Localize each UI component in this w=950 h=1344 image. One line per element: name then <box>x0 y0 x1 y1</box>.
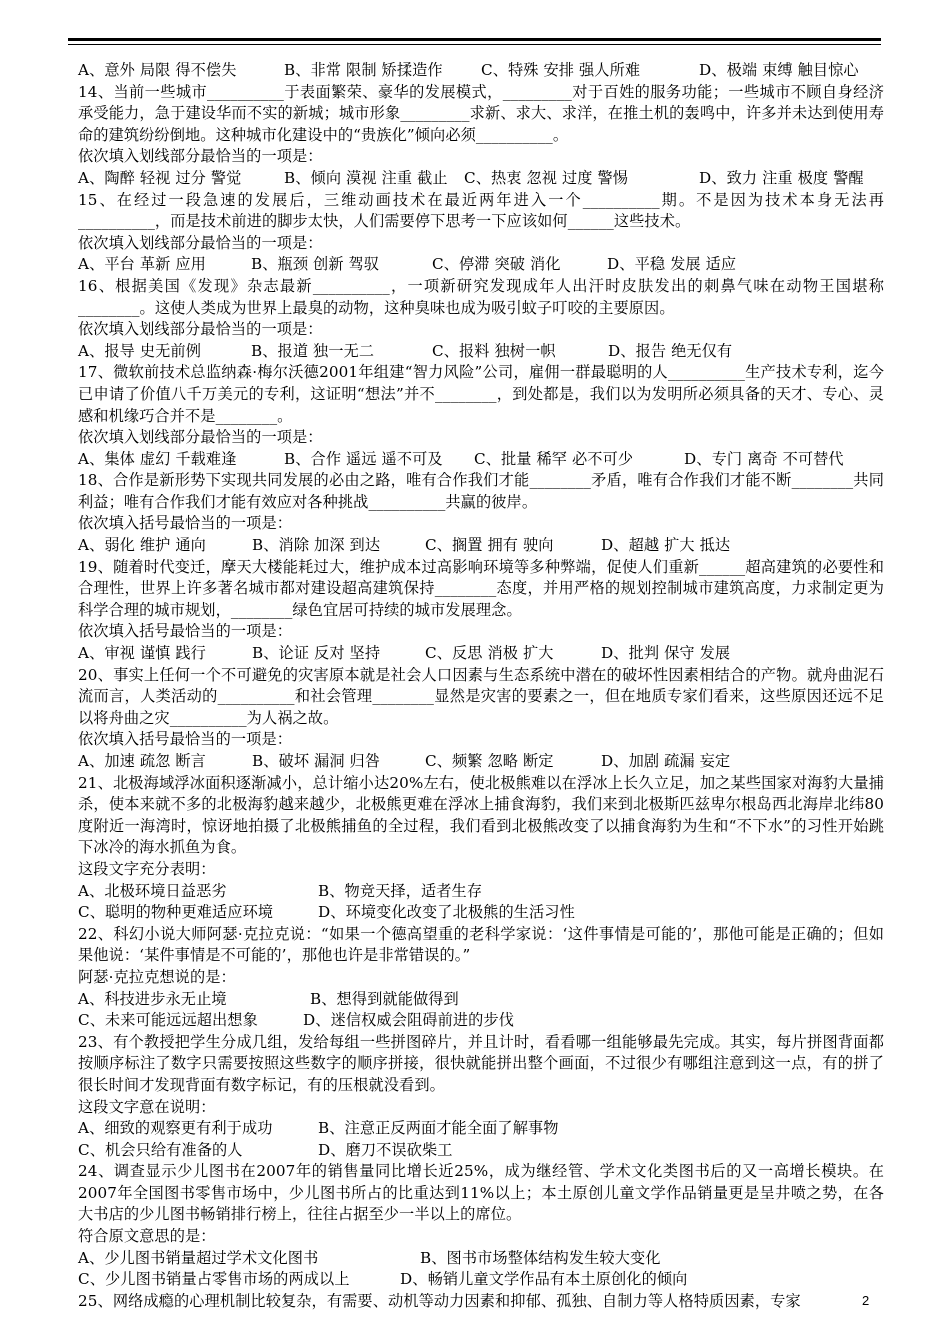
option-b: B、想得到就能做得到 <box>310 989 459 1008</box>
question-21: 21、北极海域浮冰面积逐渐减小，总计缩小达20%左右，使北极熊难以在浮冰上长久立足，加之某些国家对海豹大量捕杀，使本来就不多的北极海豹越来越少，北极熊更难在浮冰上捕食海豹，我们来到北极斯匹兹卑尔根岛西北海岸北纬80度附近一海湾时，惊讶地拍摄了北极熊捕鱼的全过程，我们看到北极熊改变了以捕食海豹为生和“不下水”的习性开始跳下冰冷的海水抓鱼为食。 <box>78 773 885 857</box>
option-c: C、热衷 忽视 过度 警惕 <box>464 168 629 187</box>
option-row <box>78 989 884 1011</box>
option-c: C、批量 稀罕 必不可少 <box>474 449 634 468</box>
option-b: B、报道 独一无二 <box>251 341 375 360</box>
option-c: C、停滞 突破 消化 <box>432 255 561 274</box>
option-a: A、陶醉 轻视 过分 警觉 <box>78 168 242 187</box>
option-b: B、倾向 漠视 注重 截止 <box>284 168 448 187</box>
option-a: A、加速 疏忽 断言 <box>78 752 206 770</box>
option-d: D、畅销儿童文学作品有本土原创化的倾向 <box>400 1270 688 1289</box>
option-d: D、环境变化改变了北极熊的生活习性 <box>318 903 575 922</box>
question-prompt: 依次填入划线部分最恰当的一项是： <box>78 233 323 252</box>
option-a: A、集体 虚幻 千载难逢 <box>78 449 237 468</box>
option-row <box>78 535 884 557</box>
option-d: D、超越 扩大 抵达 <box>601 536 731 555</box>
question-18: 18、合作是新形势下实现共同发展的必由之路，唯有合作我们才能________矛盾，唯有合作我们才能不断________共同利益；唯有合作我们才能有效应对各种挑战__________共赢的彼岸。 <box>78 471 884 511</box>
option-a: A、审视 谨慎 践行 <box>78 644 206 663</box>
question-16: 16、根据美国《发现》杂志最新__________，一项新研究发现成年人出汗时皮肤发出的刺鼻气味在动物王国堪称________。这使人类成为世界上最臭的动物，这种臭味也成为吸引蚊子叮咬的主要原因。 <box>78 276 884 317</box>
option-d: D、平稳 发展 适应 <box>607 255 737 274</box>
question-prompt: 依次填入划线部分最恰当的一项是： <box>78 428 323 447</box>
option-row <box>78 902 884 924</box>
option-c: C、搁置 拥有 驶向 <box>425 536 554 555</box>
option-a: A、细致的观察更有利于成功 <box>78 1119 273 1138</box>
option-c: C、未来可能远远超出想象 <box>78 1011 258 1030</box>
option-b: B、图书市场整体结构发生较大变化 <box>420 1248 661 1267</box>
option-row <box>78 341 884 363</box>
option-a: A、北极环境日益恶劣 <box>78 881 227 900</box>
question-23: 23、有个教授把学生分成几组，发给每组一些拼图碎片，并且计时，看看哪一组能够最先完成。其实，每片拼图背面都按顺序标注了数字只需要按照这些数字的顺序拼接，很快就能拼出整个画面，不过很少有哪组注意到这一点，有的拼了很长时间才发现背面有数字标记，有的压根就没看到。 <box>78 1032 884 1094</box>
option-c: C、机会只给有准备的人 <box>78 1140 243 1159</box>
question-prompt: 这段文字意在说明： <box>78 1097 216 1116</box>
option-row <box>78 1269 884 1291</box>
option-d: D、报告 绝无仅有 <box>608 341 733 360</box>
question-prompt: 依次填入划线部分最恰当的一项是： <box>78 320 323 339</box>
option-a: A、弱化 维护 通向 <box>78 536 206 555</box>
option-b: B、合作 遥远 遥不可及 <box>284 449 443 468</box>
question-prompt: 依次填入括号最恰当的一项是： <box>78 622 293 641</box>
header-rule-thin <box>68 44 881 45</box>
option-a: A、少儿图书销量超过学术文化图书 <box>78 1248 319 1267</box>
option-row <box>78 881 884 903</box>
question-prompt: 依次填入括号最恰当的一项是： <box>78 514 293 533</box>
option-c: C、特殊 安排 强人所难 <box>481 61 641 79</box>
option-row <box>78 751 884 773</box>
option-a: A、报导 史无前例 <box>78 341 202 360</box>
question-14: 14、当前一些城市__________于表面繁荣、豪华的发展模式，_________对于百姓的服务功能；一些城市不顾自身经济承受能力，急于建设华而不实的新城；城市形象_________求新、求大、求洋，在推土机的轰鸣中，许多并未达到使用寿命的建筑纷纷倒地。这种城市化建设中的“贵族化”倾向必须__________。 <box>78 82 884 144</box>
option-row <box>78 643 884 665</box>
option-d: D、加剧 疏漏 妄定 <box>601 752 731 770</box>
question-25: 25、网络成瘾的心理机制比较复杂，有需要、动机等动力因素和抑郁、孤独、自制力等人格特质因素，专家 <box>78 1291 801 1310</box>
option-b: B、论证 反对 坚持 <box>252 644 381 663</box>
option-row <box>78 449 884 471</box>
option-row <box>78 254 884 276</box>
document-body <box>78 60 884 1312</box>
option-a: A、平台 革新 应用 <box>78 255 206 274</box>
option-b: B、消除 加深 到达 <box>252 536 381 555</box>
option-row <box>78 168 884 190</box>
option-c: C、反思 消极 扩大 <box>425 644 554 663</box>
question-prompt: 符合原文意思的是： <box>78 1227 216 1246</box>
question-20: 20、事实上任何一个不可避免的灾害原本就是社会人口因素与生态系统中潜在的破坏性因素相结合的产物。就舟曲泥石流而言，人类活动的__________和社会管理________显然是灾害的要素之一，但在地质专家们看来，这些原因还远不足以将舟曲之灾__________为人祸之故。 <box>78 665 884 727</box>
option-b: B、物竞天择，适者生存 <box>318 881 483 900</box>
option-d: D、极端 束缚 触目惊心 <box>699 61 859 79</box>
option-d: D、批判 保守 发展 <box>601 644 731 663</box>
question-prompt: 依次填入划线部分最恰当的一项是： <box>78 147 323 166</box>
option-a: A、科技进步永无止境 <box>78 989 227 1008</box>
option-c: C、少儿图书销量占零售市场的两成以上 <box>78 1270 350 1289</box>
page-number: 2 <box>862 1293 870 1308</box>
header-rule-thick <box>68 38 881 41</box>
option-row <box>78 60 884 82</box>
option-row <box>78 1118 884 1140</box>
option-c: C、报料 独树一帜 <box>432 341 556 360</box>
option-d: D、专门 离奇 不可替代 <box>684 449 844 468</box>
option-d: D、迷信权威会阻碍前进的步伐 <box>303 1011 515 1030</box>
option-c: C、频繁 忽略 断定 <box>425 752 554 770</box>
option-b: B、瓶颈 创新 驾驭 <box>251 255 380 274</box>
option-c: C、聪明的物种更难适应环境 <box>78 903 274 922</box>
option-b: B、非常 限制 矫揉造作 <box>284 61 443 79</box>
option-d: D、磨刀不误砍柴工 <box>318 1140 453 1159</box>
option-d: D、致力 注重 极度 警醒 <box>699 168 864 187</box>
option-row <box>78 1248 884 1270</box>
option-row <box>78 1140 884 1162</box>
question-19: 19、随着时代变迁，摩天大楼能耗过大，维护成本过高影响环境等多种弊端，促使人们重新______超高建筑的必要性和合理性，世界上许多著名城市都对建设超高建筑保持________态度，并用严格的规划控制城市建筑高度，力求制定更为科学合理的城市规划，________绿色宜居可持续的城市发展理念。 <box>78 557 884 619</box>
option-a: A、意外 局限 得不偿失 <box>78 61 237 79</box>
option-b: B、注意正反两面才能全面了解事物 <box>318 1119 559 1138</box>
question-22: 22、科幻小说大师阿瑟·克拉克说：“如果一个德高望重的老科学家说：‘这件事情是可能的’，那他可能是正确的；但如果他说：‘某件事情是不可能的’，那他也许是非常错误的。” <box>78 924 884 965</box>
question-prompt: 依次填入括号最恰当的一项是： <box>78 730 293 749</box>
option-row <box>78 1010 884 1032</box>
question-17: 17、微软前技术总监纳森·梅尔沃德2001年组建“智力风险”公司，雇佣一群最聪明的人__________生产技术专利，迄今已申请了价值八千万美元的专利，这证明“想法”并不________，到处都是，我们以为发明所必须具备的天才、专心、灵感和机缘巧合并不是________。 <box>78 363 884 425</box>
question-prompt: 这段文字充分表明： <box>78 859 216 878</box>
question-24: 24、调查显示少儿图书在2007年的销售量同比增长近25%，成为继经管、学术文化类图书后的又一高增长模块。在2007年全国图书零售市场中，少儿图书所占的比重达到11%以上；本土原创儿童文学作品销量更是呈井喷之势，在各大书店的少儿图书畅销排行榜上，往往占据至少一半以上的席位。 <box>78 1162 884 1224</box>
question-15: 15、在经过一段急速的发展后，三维动画技术在最近两年进入一个__________期。不是因为技术本身无法再__________，而是技术前进的脚步太快，人们需要停下思考一下应该如何______这些技术。 <box>78 190 884 231</box>
option-b: B、破坏 漏洞 归咎 <box>252 752 381 770</box>
question-prompt: 阿瑟·克拉克想说的是： <box>78 967 236 986</box>
